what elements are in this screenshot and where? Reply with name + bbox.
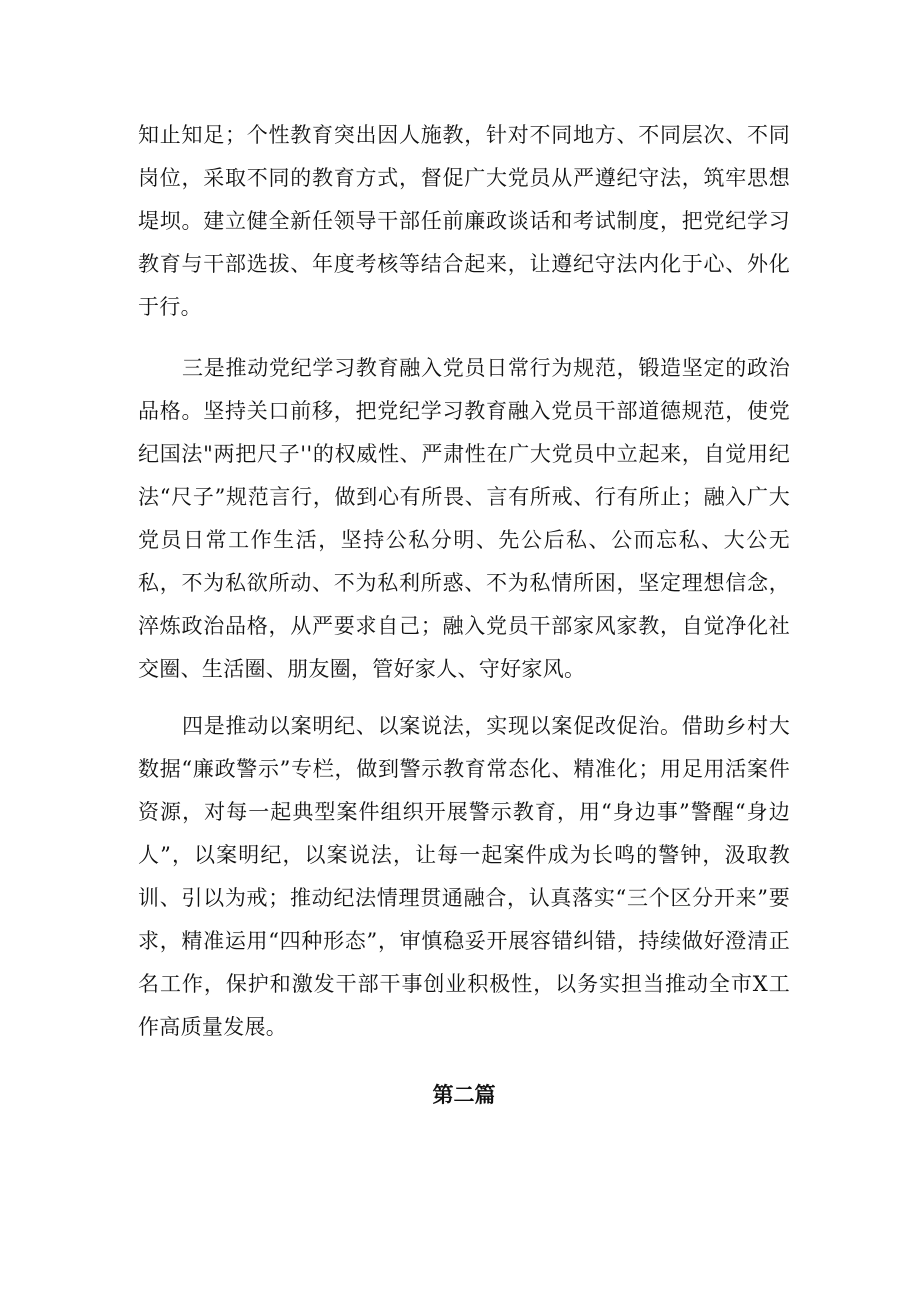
paragraph-point-four: 四是推动以案明纪、以案说法，实现以案促改促治。借助乡村大数据“廉政警示”专栏，做到警示教育常态化、精准化；用足用活案件资源，对每一起典型案件组织开展警示教育，用“身边事”警醒“身边人”，以案明纪，以案说法，让每一起案件成为长鸣的警钟，汲取教训、引以为戒；推动纪法情理贯通融合，认真落实“三个区分开来”要求，精准运用“四种形态”，审慎稳妥开展容错纠错，持续做好澄清正名工作，保护和激发干部干事创业积极性，以务实担当推动全市X工作高质量发展。 (138, 714, 790, 1039)
section-heading: 第二篇 (432, 1082, 496, 1107)
paragraph-point-three: 三是推动党纪学习教育融入党员日常行为规范，锻造坚定的政治品格。坚持关口前移，把党纪学习教育融入党员干部道德规范，使党纪国法"两把尺子''的权威性、严肃性在广大党员中立起来，自觉用纪法“尺子”规范言行，做到心有所畏、言有所戒、行有所止；融入广大党员日常工作生活，坚持公私分明、先公后私、公而忘私、大公无私，不为私欲所动、不为私利所惑、不为私情所困，坚定理想信念，淬炼政治品格，从严要求自己；融入党员干部家风家教，自觉净化社交圈、生活圈、朋友圈，管好家人、守好家风。 (138, 356, 790, 681)
paragraph-continuation: 知止知足；个性教育突出因人施教，针对不同地方、不同层次、不同岗位，采取不同的教育方式，督促广大党员从严遵纪守法，筑牢思想堤坝。建立健全新任领导干部任前廉政谈话和考试制度，把党纪学习教育与干部选拔、年度考核等结合起来，让遵纪守法内化于心、外化于行。 (138, 123, 790, 319)
document-page (138, 114, 790, 1116)
